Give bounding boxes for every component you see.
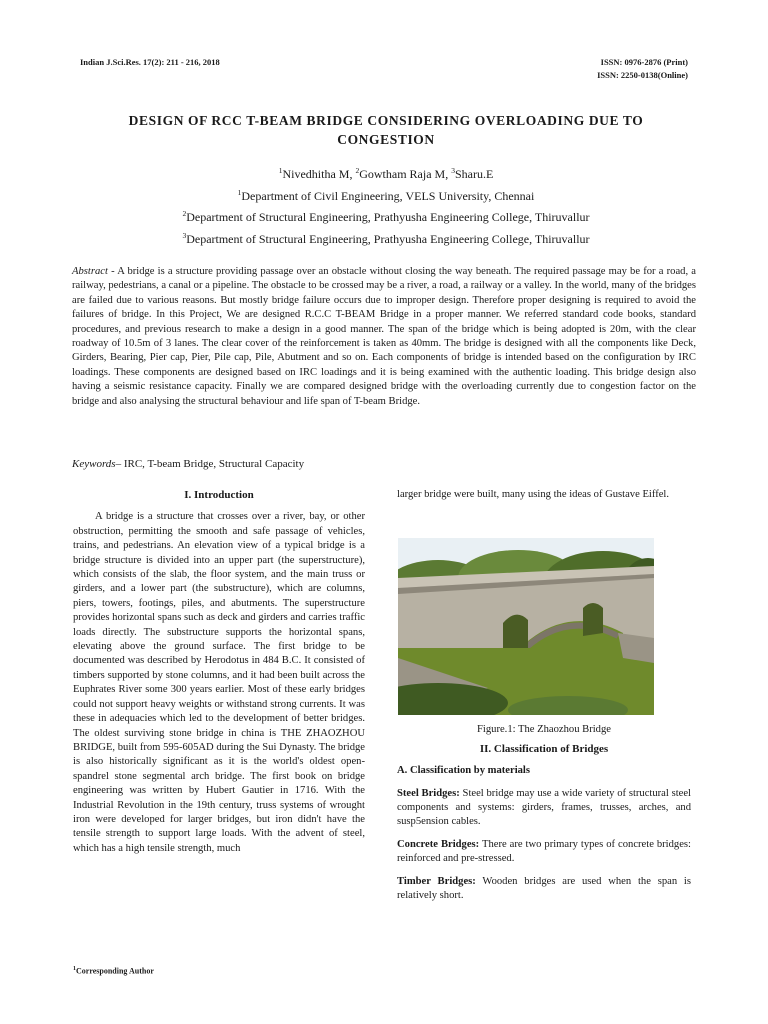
affiliation-1 <box>80 184 692 206</box>
steel-bridges-text: Steel bridge may use a wide variety of structural steel components and systems: girders, frames, trusses, arches, and susp5ension cables. <box>397 787 692 828</box>
abstract-label: Abstract <box>72 266 108 277</box>
keywords-label: Keywords <box>72 458 116 470</box>
introduction-paragraph: A bridge is a structure that crosses over a river, bay, or other obstruction, permitting the smooth and safe passage of vehicles, trains, and pedestrians. An elevation view of a typical bridge is a bridge structure is divided into an upper part (the superstructure), which consists of the slab, the floor system, and the main truss or girders, and a lower part (the substructure), which are columns, piers, towers, footings, piles, and abutments. The superstructure provides horizontal spans such as deck and girders and carries traffic loads directly. The substructure supports the horizontal spans, elevating above the ground surface. The first bridge to be documented was described by Herodotus in 484 B.C. It consisted of timbers supported by stone columns, and it had been built across the Euphrates River some 300 years earlier. Most of these early bridges could not support heavy weights or withstand strong currents. It was these in adequacies which led to the development of better bridges. The oldest surviving stone bridge in china is THE ZHAOZHOU BRIDGE, built from 595-605AD during the Sui Dynasty. The bridge is also historically significant as it is the world's oldest open-spandrel stone segmental arch bridge. The first book on bridge engineering was written by Hubert Gautier in 1716. With the Industrial Revolution in the 19th century, truss systems of wrought iron were developed for larger bridges, but iron didn't have the tensile strength to support large loads. With the advent of steel, which has a high tensile strength, much <box>73 511 365 854</box>
section-heading-introduction: I. Introduction <box>184 489 254 501</box>
affiliation-sup: 1 <box>237 187 242 197</box>
zhaozhou-bridge-photo <box>398 538 654 715</box>
affiliation-sup: 3 <box>182 230 187 240</box>
affiliation-text: Department of Structural Engineering, Prathyusha Engineering College, Thiruvallur <box>186 210 590 224</box>
concrete-bridges-text: There are two primary types of concrete bridges: reinforced and pre-stressed. <box>397 838 691 865</box>
issn-block <box>597 56 688 82</box>
author-2: Gowtham Raja M, <box>359 167 452 181</box>
affiliation-text: Department of Civil Engineering, VELS University, Chennai <box>241 188 535 203</box>
journal-citation: Indian J.Sci.Res. 17(2): 211 - 216, 2018 <box>80 57 220 67</box>
author-sup-3: 3 <box>451 166 455 175</box>
author-names <box>80 162 692 184</box>
abstract-text: - A bridge is a structure providing passage over an obstacle without closing the way beneath. The required passage may be for a road, a railway, pedestrians, a canal or a pipeline. The obstacle to be crossed may be a river, a road, a railway or a valley. In the world, many of the bridges are failed due to various reasons. But mostly bridge failure occurs due to improper design. Therefore proper designing is required to avoid the failures of bridge. In this Project, We are designed R.C.C T-BEAM Bridge in a proper manner. We referred standard code books, standard procedures, and previous research to make a design in a good manner. The span of the bridge which is being adopted is 20m, with the clear roadway of 10.5m of 3 lanes. The clear cover of the reinforcement is taken as 40mm. The bridge is designed with all the components like Deck, Girders, Bearing, Pier cap, Pier, Pile cap, Pile, Abutment and so on. Each components of bridge is intended based on the configuration by IRC loadings. These components are designed based on IRC loadings and it is being examined with the authentic loading. This bridge design also having a seismic resistance capacity. Finally we are compared designed bridge with the overloading currently due to congestion factor on the bridge and also analysing the structural behaviour and life span of T-beam Bridge. <box>72 266 696 407</box>
affiliation-text: Department of Structural Engineering, Prathyusha Engineering College, Thiruvallur <box>186 231 590 246</box>
author-block <box>80 162 692 248</box>
left-column <box>73 488 365 856</box>
section-heading-classification: II. Classification of Bridges <box>479 742 609 755</box>
issn-print: ISSN: 0976-2876 (Print) <box>600 57 688 67</box>
keywords <box>72 458 304 470</box>
footnote <box>73 966 154 976</box>
keywords-text: – IRC, T-beam Bridge, Structural Capacity <box>115 458 305 470</box>
title-line-1: DESIGN OF RCC T-BEAM BRIDGE CONSIDERING OVERLOADING DUE TO <box>128 113 644 128</box>
steel-bridges-item <box>397 787 691 830</box>
title-line-2: CONGESTION <box>337 132 435 147</box>
issn-online: ISSN: 2250-0138(Online) <box>597 70 688 80</box>
concrete-bridges-label: Concrete Bridges: <box>397 838 480 850</box>
author-3: Sharu.E <box>454 167 494 181</box>
introduction-continuation: larger bridge were built, many using the ideas of Gustave Eiffel. <box>397 489 670 500</box>
figure-caption: Figure.1: The Zhaozhou Bridge <box>477 724 611 736</box>
footnote-sup: 1 <box>73 966 76 972</box>
right-column <box>397 488 691 911</box>
author-sup-1: 1 <box>278 166 283 175</box>
subsection-heading-materials: A. Classification by materials <box>397 765 531 777</box>
concrete-bridges-item <box>397 838 691 867</box>
steel-bridges-label: Steel Bridges: <box>397 787 460 799</box>
affiliation-3 <box>80 227 692 249</box>
abstract <box>72 265 696 409</box>
affiliation-sup: 2 <box>182 209 187 218</box>
footnote-text: Corresponding Author <box>76 966 154 976</box>
affiliation-2 <box>80 205 692 227</box>
bridge-photo-illustration <box>398 538 654 715</box>
timber-bridges-label: Timber Bridges: <box>397 875 476 887</box>
paper-title <box>80 111 692 149</box>
author-sup-2: 2 <box>355 166 360 175</box>
timber-bridges-item <box>397 875 691 904</box>
author-1: Nivedhitha M, <box>282 167 356 181</box>
timber-bridges-text: Wooden bridges are used when the span is relatively short. <box>397 875 691 902</box>
